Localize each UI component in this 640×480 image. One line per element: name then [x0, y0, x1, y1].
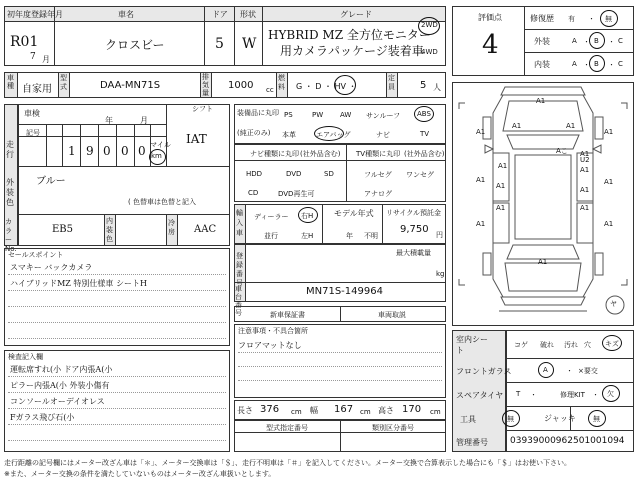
navi-dvd: DVD — [286, 170, 302, 178]
grade-line1: HYBRID MZ 全方位モニター — [268, 28, 431, 42]
mileage-digit-2: 9 — [86, 144, 94, 158]
load-label: 最大積載量 — [396, 249, 431, 257]
model-year-unknown: 不明 — [364, 232, 378, 240]
diag-mark-3: A1 — [604, 128, 614, 136]
inspector-line3: コンソールオーデイオレス — [10, 397, 105, 406]
tv-fullseg: フルセグ — [364, 171, 392, 179]
interior-dot1: ・ — [583, 61, 590, 69]
equipment-title: 装備品に丸印 — [237, 109, 279, 117]
diag-mark-6: A1 — [476, 176, 486, 184]
spare-kit: 修理KIT — [560, 391, 585, 399]
mileage-label: 走行 — [6, 140, 14, 159]
sheet-burn: コゲ — [514, 341, 528, 349]
type-designation-label: 型式指定番号 — [266, 424, 308, 432]
mgmt-value: 0393900096250100​1094 — [510, 436, 625, 446]
repair-no: 無 — [605, 15, 612, 23]
sales-point-line1: スマキー バックカメラ — [10, 263, 93, 272]
interior-label: 内装 — [534, 60, 550, 69]
score-value: 4 — [482, 30, 499, 60]
height-label: 高さ — [378, 406, 394, 415]
car-diagram-svg — [453, 83, 633, 325]
tools-label: 工具 — [460, 415, 476, 424]
model-year-label: モデル年式 — [334, 209, 374, 218]
import-handle-right: 右H — [301, 212, 314, 220]
diag-mark-11: A1 — [580, 166, 590, 174]
diag-mark-10: A1 — [580, 150, 590, 158]
inspection-year: 年 — [105, 116, 113, 125]
diag-mark-12: U2 — [580, 156, 590, 164]
mileage-unit-mile: マイル — [150, 141, 171, 149]
shape-value: W — [242, 36, 257, 52]
diag-mark-19: Aこ — [556, 147, 568, 155]
exterior-color-value: ブルー — [36, 176, 66, 187]
diag-mark-9: A1 — [496, 204, 506, 212]
interior-b: B — [594, 60, 599, 68]
shift-value: IAT — [186, 132, 207, 146]
load-unit: kg — [436, 270, 445, 278]
chassis-label: 車台番号 — [235, 285, 242, 317]
inspector-line1: 運転席すれ(小 ドア内張A(小 — [10, 365, 113, 374]
navi-cd: CD — [248, 189, 259, 197]
equip-navi: ナビ — [376, 131, 390, 139]
footer-line1: 走行距離の記号欄にはメーター改ざん車は「＊」、メーター交換車は「＄」、走行不明車は「＃」を記入してください。メーター交換で合算表示した場合にも「＄」はお使い下さい。 — [4, 459, 571, 467]
diag-mark-1: A1 — [536, 97, 546, 105]
drive-4wd: 4WD — [421, 48, 438, 56]
diag-mark-20: ヤ — [610, 300, 617, 308]
usage-value: 自家用 — [22, 84, 52, 95]
reg-month-unit: 月 — [42, 55, 50, 64]
interior-dot2: ・ — [608, 61, 615, 69]
navi-hdd: HDD — [246, 170, 263, 178]
spare-label: スペアタイヤ — [456, 391, 504, 400]
color-no-value: EB5 — [52, 224, 74, 235]
fuel-hv-circle — [334, 75, 356, 95]
front-glass-dot: ・ — [566, 367, 573, 375]
repair-yes: 有 — [568, 15, 575, 23]
width-unit: cm — [360, 408, 371, 416]
category-label: 類別区分番号 — [372, 424, 414, 432]
diag-mark-5: A1 — [566, 122, 576, 130]
diag-mark-14: A1 — [580, 204, 590, 212]
navi-dvd-play: DVD再生可 — [278, 190, 315, 198]
exterior-dot1: ・ — [583, 38, 590, 46]
exterior-color-note: ( 色替車は色替と記入 — [128, 198, 196, 206]
notes-title: 注意事項・不具合箇所 — [238, 327, 308, 335]
mileage-unit-km: km — [151, 152, 162, 160]
import-label: 輸入車 — [236, 209, 243, 237]
exterior-dot2: ・ — [608, 38, 615, 46]
repair-label: 修復歴 — [530, 14, 554, 23]
type-label: 型式 — [60, 74, 67, 91]
equip-ps: PS — [284, 111, 293, 119]
import-dealer: ディーラー — [254, 213, 289, 221]
navi-title: ナビ種類に丸印 — [250, 150, 299, 158]
length-value: 376 — [260, 404, 280, 415]
equip-aw: AW — [340, 111, 352, 119]
grade-line2: 用カメラパッケージ装着車 — [280, 44, 424, 58]
fuel-options: G ・ D ・ HV ・ — [296, 82, 357, 91]
exterior-c: C — [618, 37, 623, 45]
tv-title: TV種類に丸印 — [356, 150, 401, 158]
displacement-unit: cc — [266, 86, 274, 94]
reg-year-value: R01 — [10, 34, 39, 50]
import-handle-left: 左H — [301, 232, 314, 240]
width-value: 167 — [334, 404, 354, 415]
diag-mark-7: A1 — [498, 162, 508, 170]
equip-pw: PW — [312, 111, 324, 119]
ac-label: 冷房 — [168, 219, 175, 236]
diag-mark-13: A1 — [580, 186, 590, 194]
import-parallel: 並行 — [264, 232, 278, 240]
doc-manual: 車両取説 — [378, 311, 406, 319]
model-value: クロスビー — [105, 38, 165, 52]
capacity-label: 定員 — [388, 74, 395, 91]
chassis-value: MN71S-149964 — [306, 286, 383, 297]
equip-tv: TV — [420, 130, 430, 138]
tools-value: 無 — [507, 415, 514, 423]
spare-missing: 欠 — [607, 390, 614, 398]
vehicle-label: 車種 — [7, 74, 14, 90]
interior-c: C — [618, 60, 623, 68]
recycle-label: リサイクル預託金 — [386, 209, 442, 217]
jack-label: ジャッキ — [544, 414, 576, 423]
footer-line2: ※また、メーター交換の条件を満たしていないものはメーター改ざん車扱いとします。 — [4, 470, 276, 478]
front-glass-a: A — [543, 366, 548, 374]
navi-title-note: (社外品含む) — [300, 150, 341, 158]
length-label: 長さ — [237, 406, 253, 415]
mileage-digit-4: 0 — [121, 144, 129, 158]
equip-airbag: エアバッグ — [316, 131, 351, 139]
fuel-label: 燃料 — [278, 74, 285, 91]
sales-point-line2: ハイブリッドMZ 特別仕様車 シートH — [10, 279, 147, 288]
mileage-digit-1: 1 — [68, 144, 76, 158]
displacement-label: 排気量 — [202, 73, 209, 97]
height-value: 170 — [402, 404, 422, 415]
front-glass-label: フロントガラス — [456, 367, 512, 376]
exterior-label: 外装 — [534, 37, 550, 46]
sheet-hole: 穴 — [584, 341, 591, 349]
interior-color-label: 内装色 — [106, 217, 113, 243]
sales-point-title: セールスポイント — [8, 251, 64, 259]
sheet-scratch: キズ — [605, 340, 619, 348]
spare-dot1: ・ — [530, 391, 537, 399]
inspector-line2: ピラー内張A(小 外装小傷有 — [10, 381, 110, 390]
sheet-tear: 破れ — [540, 341, 554, 349]
notes-value: フロアマットなし — [238, 341, 302, 350]
recycle-unit: 円 — [436, 231, 443, 239]
capacity-unit: 人 — [433, 83, 441, 92]
equipment-subtitle: (純正のみ) — [237, 129, 271, 137]
front-glass-replace: ×要交 — [578, 367, 598, 375]
score-label: 評価点 — [478, 13, 502, 22]
capacity-value: 5 — [420, 80, 427, 91]
jack-value: 無 — [593, 415, 600, 423]
shift-label: シフト — [192, 105, 213, 113]
exterior-color-label: 外装色 — [6, 178, 14, 207]
exterior-b: B — [594, 37, 599, 45]
usage-row — [4, 72, 446, 98]
mileage-record-label: 記号 — [26, 129, 40, 137]
plate-label: 登録番号 — [236, 252, 243, 287]
exterior-a: A — [572, 37, 577, 45]
diag-mark-18: A1 — [538, 258, 548, 266]
model-label: 車名 — [118, 10, 134, 19]
length-unit: cm — [291, 408, 302, 416]
inspection-month: 月 — [140, 116, 148, 125]
door-label: ドア — [212, 10, 228, 19]
repair-dot: ・ — [588, 15, 595, 23]
navi-sd: SD — [324, 170, 334, 178]
inspector-line4: Fガラス飛び石(小 — [10, 413, 75, 422]
type-value: DAA-MN71S — [100, 80, 161, 91]
displacement-value: 1000 — [228, 80, 254, 91]
equip-leather: 本革 — [282, 131, 296, 139]
car-diagram — [452, 82, 634, 326]
door-value: 5 — [215, 36, 224, 52]
mgmt-label: 管理番号 — [456, 438, 488, 447]
drive-2wd: 2WD — [421, 21, 438, 29]
interior-a: A — [572, 60, 577, 68]
doc-new-car: 新車保証書 — [270, 311, 305, 319]
reg-month-value: 7 — [30, 52, 36, 62]
grade-label: グレード — [340, 10, 372, 19]
color-no-label: カラーNo. — [5, 218, 17, 253]
tv-oneseg: ワンセグ — [406, 171, 434, 179]
inspection-label: 車検 — [24, 109, 40, 118]
height-unit: cm — [430, 408, 441, 416]
diag-mark-17: A1 — [604, 220, 614, 228]
equip-abs: ABS — [417, 110, 431, 118]
model-year-year: 年 — [346, 232, 353, 240]
interior-sheet-label: 室内シート — [456, 335, 488, 355]
mileage-digit-3: 0 — [103, 144, 111, 158]
shape-label: 形状 — [240, 10, 256, 19]
recycle-value: 9,750 — [400, 224, 429, 235]
diag-mark-4: A1 — [512, 122, 522, 130]
mileage-digit-5: 0 — [138, 144, 146, 158]
spare-t: T — [516, 390, 521, 398]
diag-mark-15: A1 — [604, 178, 614, 186]
tv-analog: アナログ — [364, 190, 392, 198]
diag-mark-8: A1 — [496, 182, 506, 190]
sheet-dirt: 汚れ — [564, 341, 578, 349]
diag-mark-16: A1 — [476, 220, 486, 228]
width-label: 幅 — [310, 406, 318, 415]
diag-mark-2: A1 — [476, 128, 486, 136]
equip-sunroof: サンルーフ — [366, 112, 401, 120]
ac-value: AAC — [194, 224, 217, 235]
inspector-title: 検査記入欄 — [8, 353, 43, 361]
spare-dot2: ・ — [592, 391, 599, 399]
tv-title-note: (社外品含む) — [404, 150, 445, 158]
reg-year-label: 初年度登録年月 — [7, 10, 63, 19]
